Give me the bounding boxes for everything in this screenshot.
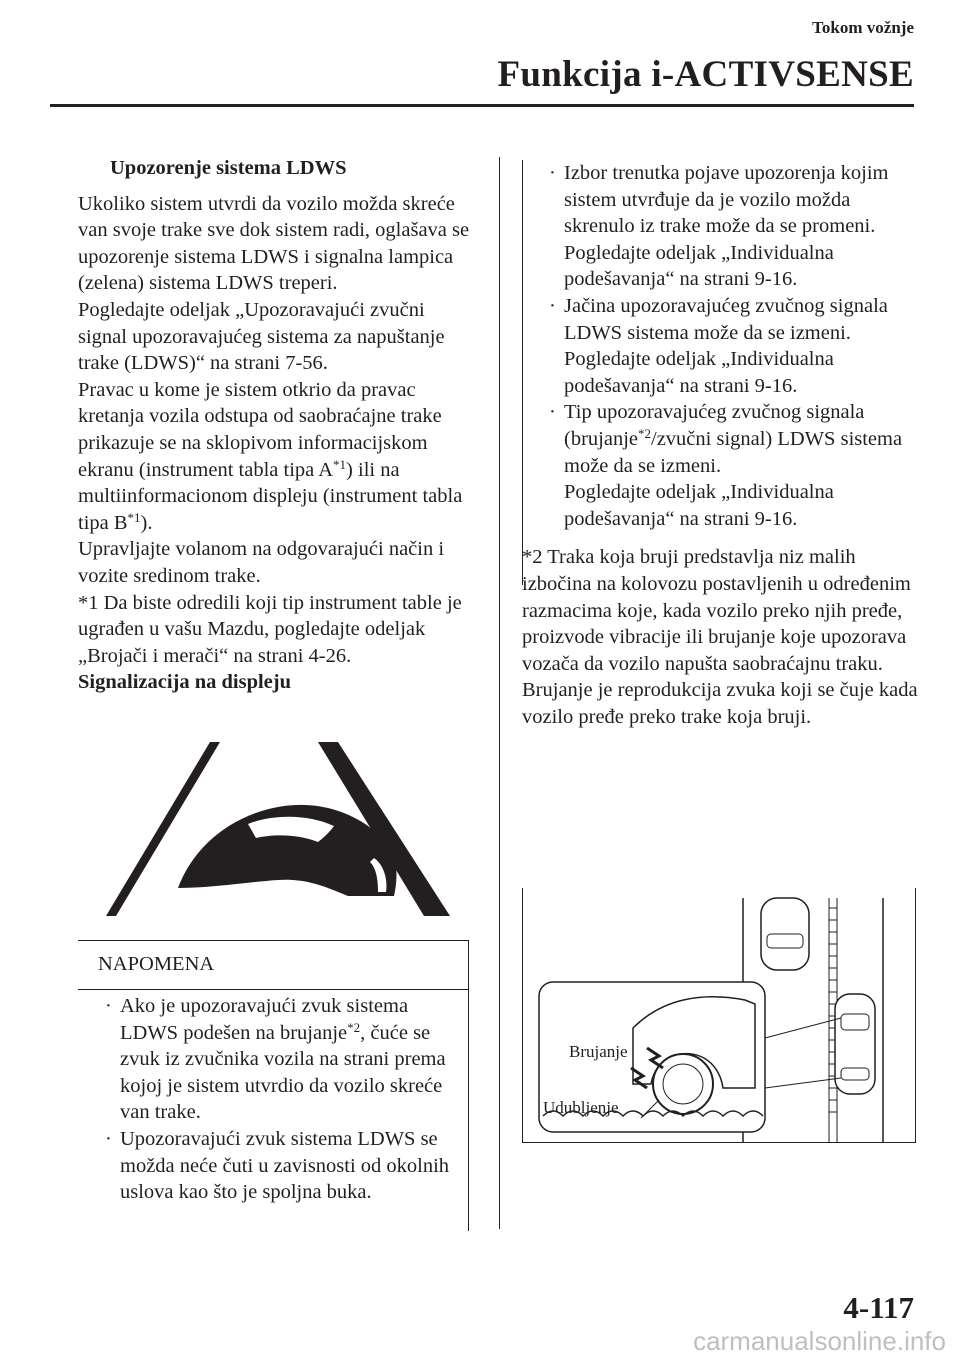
note-item: · Jačina upozoravajućeg zvučnog signala LDWS sistema može da se izmeni. Pogledajte odeljak „Individualna podešavanja“ na strani 9-16.	[549, 294, 888, 397]
note-title: NAPOMENA	[98, 953, 215, 975]
label-brujanje: Brujanje	[569, 1042, 628, 1061]
right-note-border	[522, 160, 523, 585]
note-separator	[78, 989, 468, 990]
running-header-section: Tokom vožnje	[812, 18, 914, 37]
watermark: carmanualsonline.info	[693, 1326, 946, 1356]
note-item: · Izbor trenutka pojave upozorenja kojim sistem utvrđuje da je vozilo možda skrenulo iz trake može da se promeni. Pogledajte odeljak „Individualna podešavanja“ na strani 9-16.	[549, 162, 889, 291]
note-box	[78, 940, 469, 1231]
note-item: · Tip upozoravajućeg zvučnog signala (brujanje$^{*2}$/zvučni signal) LDWS sistema može da se izmeni. Pogledajte odeljak „Individualna podešavanja“ na strani 9-16.	[549, 401, 903, 530]
footnote-2: *2 Traka koja bruji predstavlja niz malih izbočina na kolovozu postavljenih u određenim razmacima koje, kada vozilo preko njih pređe, proizvode vibracije ili brujanje koje upozorava vozača da vozilo napušta saobraćajnu traku.	[522, 546, 911, 675]
left-column	[78, 155, 478, 696]
note-item: · Upozoravajući zvuk sistema LDWS se možda neće čuti u zavisnosti od okolnih uslova kao što je spoljna buka.	[105, 1127, 450, 1204]
column-divider	[499, 157, 500, 1229]
label-udubljenje: Udubljenje	[543, 1098, 619, 1117]
display-heading: Signalizacija na displeju	[78, 671, 292, 694]
right-column	[522, 160, 920, 730]
note-items	[96, 993, 456, 1206]
paragraph-steering: Upravljajte volanom na odgovarajući način i vozite sredinom trake.	[78, 538, 445, 587]
rumble-strip-illustration	[522, 888, 916, 1143]
paragraph-direction: Pravac u kome je sistem otkrio da pravac kretanja vozila odstupa od saobraćajne trake prikazuje se na sklopivom informacijskom ekranu (instrument tabla tipa $A^{*1}$) ili na multiinformacionom displeju (instrument tabla tipa $B^{*1}$).	[78, 378, 463, 534]
page-number: 4-117	[843, 1290, 914, 1325]
paragraph-ldws-warning: Ukoliko sistem utvrdi da vozilo možda skreće van svoje trake sve dok sistem radi, oglašava se upozorenje sistema LDWS i signalna lampica (zelena) sistema LDWS treperi.	[78, 192, 470, 295]
lane-departure-display-icon	[98, 738, 458, 920]
header-rule	[50, 104, 914, 107]
footnote-1: *1 Da biste odredili koji tip instrument table je ugrađen u vašu Mazdu, pogledajte odeljak „Brojači i merači“ na strani 4-26.	[78, 591, 462, 667]
running-header-title: Funkcija i-ACTIVSENSE	[497, 54, 914, 95]
section-heading: Upozorenje sistema LDWS	[110, 157, 347, 179]
note-item: · Ako je upozoravajući zvuk sistema LDWS podešen na brujanje$^{*2}$, čuće se zvuk iz zvučnika vozila na strani prema kojoj je sistem utvrdio da vozilo skreće van trake.	[105, 995, 446, 1124]
paragraph-brujanje-definition: Brujanje je reprodukcija zvuka koji se čuje kada vozilo pređe preko trake koja bruji.	[522, 679, 918, 728]
paragraph-reference: Pogledajte odeljak „Upozoravajući zvučni signal upozoravajućeg sistema za napuštanje trake (LDWS)“ na strani 7-56.	[78, 298, 445, 375]
